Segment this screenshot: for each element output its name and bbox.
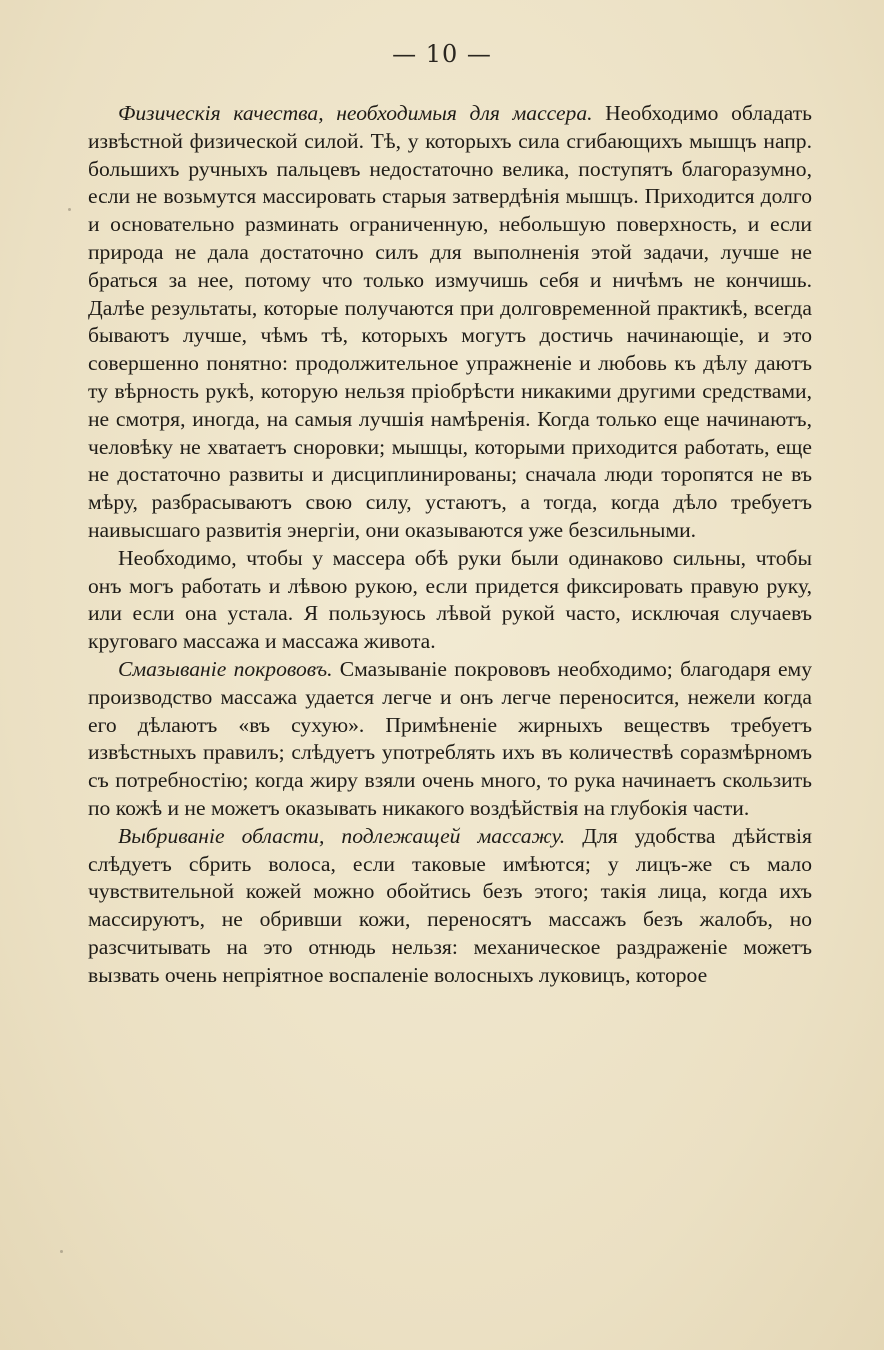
paragraph-lubrication xyxy=(88,656,812,823)
paragraph-heading: Выбриваніе области, подлежащей массажу. xyxy=(118,823,566,848)
paragraph-shaving xyxy=(88,823,812,990)
paragraph-body: Для удобства дѣйствія слѣдуетъ сбрить волоса, если таковые имѣются; у лицъ-же съ мало чувствительной кожей можно обойтись безъ этого; такія лица, когда ихъ массируютъ, не обривши кожи, переносятъ массажъ безъ жалобъ, но разсчитывать на это отнюдь нельзя: механическое раздраженіе можетъ вызвать очень непріятное воспаленіе волосныхъ луковицъ, которое xyxy=(88,823,812,987)
paragraph-physical-qualities xyxy=(88,100,812,545)
body-text xyxy=(88,100,812,990)
paragraph-heading: Смазываніе покрововъ. xyxy=(118,656,333,681)
paper-speck xyxy=(68,208,71,211)
paragraph-both-hands xyxy=(88,545,812,656)
paper-speck xyxy=(60,1250,63,1253)
page-number: — 10 — xyxy=(392,40,492,68)
paragraph-body: Необходимо, чтобы у массера обѣ руки были одинаково сильны, чтобы онъ могъ работать и лѣвою рукою, если придется фиксировать правую руку, или если она устала. Я пользуюсь лѣвой рукой часто, исключая случаевъ круговаго массажа и массажа живота. xyxy=(88,545,812,654)
paragraph-heading: Физическія качества, необходимыя для массера. xyxy=(118,101,593,125)
paragraph-body: Необходимо обладать извѣстной физической силой. Тѣ, у которыхъ сила сгибающихъ мышцъ напр. большихъ ручныхъ пальцевъ недостаточно велика, поступятъ благоразумно, если не возьмутся массировать старыя затвердѣнія мышцъ. Приходится долго и основательно разминать ограниченную, небольшую поверхность, и если природа не дала достаточно силъ для выполненія этой задачи, лучше не браться за нее, потому что только измучишь себя и ничѣмъ не кончишь. Далѣе результаты, которые получаются при долговременной практикѣ, всегда бываютъ лучше, чѣмъ тѣ, которыхъ могутъ достичь начинающіе, и это совершенно понятно: продолжительное упражненіе и любовь къ дѣлу даютъ ту вѣрность рукѣ, которую нельзя пріобрѣсти никакими другими средствами, не смотря, иногда, на самыя лучшія намѣренія. Когда только еще начинаютъ, человѣку не хватаетъ сноровки; мышцы, которыми приходится работать, еще не достаточно развиты и дисциплинированы; сначала люди торопятся не въ мѣру, разбрасываютъ свою силу, устаютъ, а тогда, когда дѣло требуетъ наивысшаго развитія энергіи, они оказываются уже безсильными. xyxy=(88,101,812,542)
paragraph-body: Смазываніе покрововъ необходимо; благодаря ему производство массажа удается легче и онъ легче переносится, нежели когда его дѣлаютъ «въ сухую». Примѣненіе жирныхъ веществъ требуетъ извѣстныхъ правилъ; слѣдуетъ употреблять ихъ въ количествѣ соразмѣрномъ съ потребностію; когда жиру взяли очень много, то рука начинаетъ скользить по кожѣ и не можетъ оказывать никакого воздѣйствія на глубокія части. xyxy=(88,656,812,820)
